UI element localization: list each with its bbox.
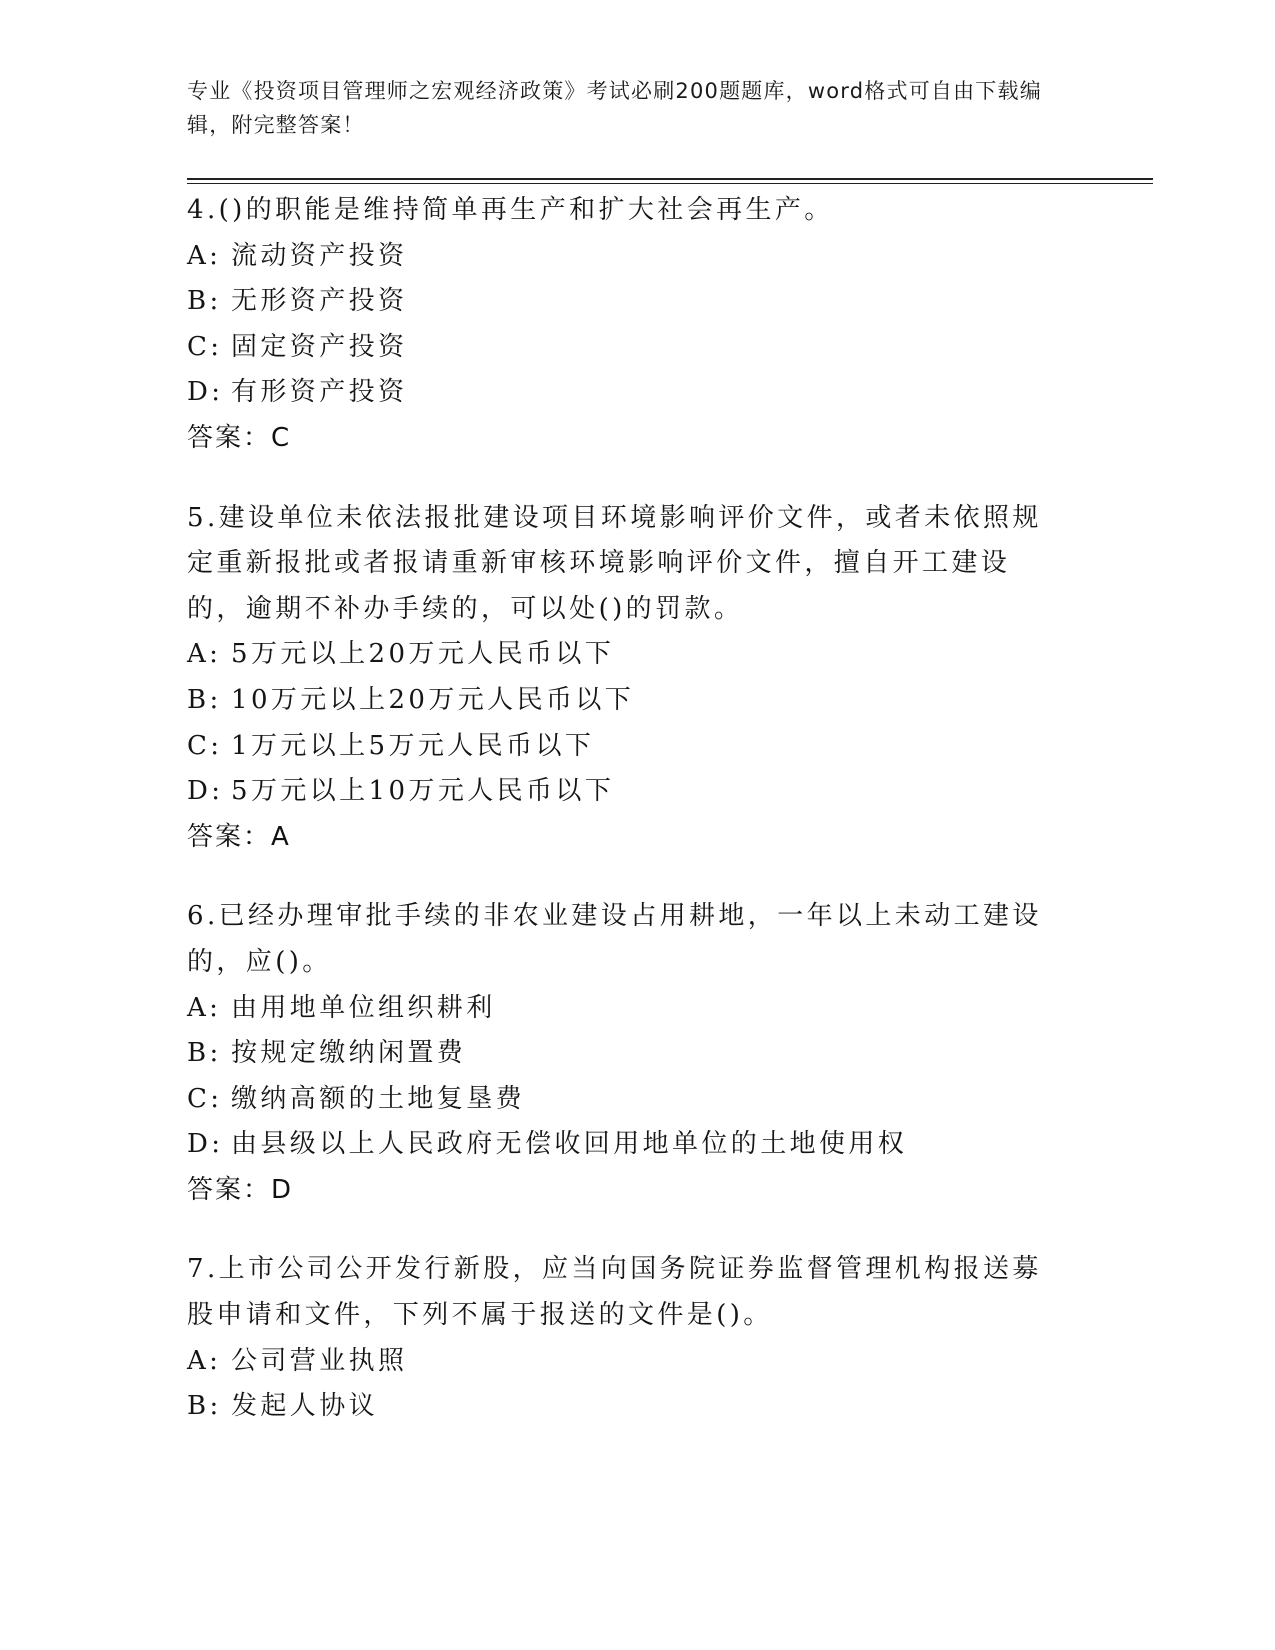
option-c: [187, 325, 1067, 371]
option-b: [187, 1031, 1067, 1077]
option-text: 发起人协议: [231, 1391, 379, 1422]
option-a: [187, 1339, 1067, 1385]
option-text: 由县级以上人民政府无偿收回用地单位的土地使用权: [231, 1129, 908, 1160]
question-text: 5.建设单位未依法报批建设项目环境影响评价文件，或者未依照规定重新报批或者报请重新审核环境影响评价文件，擅自开工建设的，逾期不补办手续的，可以处()的罚款。: [187, 502, 1042, 624]
option-key: C:: [187, 1083, 223, 1114]
option-b: [187, 1384, 1067, 1430]
answer-line: 答案：C: [187, 422, 292, 453]
question-4: [187, 188, 1067, 462]
answer-line: 答案：D: [187, 1174, 294, 1205]
option-d: [187, 1122, 1067, 1168]
option-text: 由用地单位组织耕利: [231, 992, 496, 1023]
option-key: A:: [187, 1345, 222, 1376]
option-key: C:: [187, 730, 223, 761]
option-text: 无形资产投资: [231, 286, 408, 317]
question-text: 6.已经办理审批手续的非农业建设占用耕地，一年以上未动工建设的，应()。: [187, 901, 1042, 977]
option-key: D:: [187, 776, 224, 807]
option-text: 10万元以上20万元人民币以下: [231, 684, 635, 715]
option-c: [187, 1077, 1067, 1123]
option-key: A:: [187, 240, 222, 271]
option-key: A:: [187, 639, 222, 670]
option-key: A:: [187, 992, 222, 1023]
option-text: 流动资产投资: [231, 240, 408, 271]
option-text: 5万元以上10万元人民币以下: [231, 776, 615, 807]
option-text: 5万元以上20万元人民币以下: [231, 639, 615, 670]
option-text: 1万元以上5万元人民币以下: [231, 730, 595, 761]
option-key: B:: [187, 286, 222, 317]
option-a: [187, 632, 1067, 678]
header-divider-thin: [187, 183, 1153, 184]
header-divider-thick: [187, 178, 1153, 180]
option-d: [187, 370, 1067, 416]
option-a: [187, 234, 1067, 280]
question-text: 4.()的职能是维持简单再生产和扩大社会再生产。: [187, 195, 834, 225]
option-c: [187, 724, 1067, 770]
answer-line: 答案：A: [187, 821, 291, 852]
option-key: D:: [187, 377, 224, 408]
question-6: [187, 894, 1067, 1213]
option-text: 公司营业执照: [231, 1345, 408, 1376]
option-text: 固定资产投资: [231, 331, 408, 362]
question-list: [187, 188, 1067, 1464]
question-text: 7.上市公司公开发行新股，应当向国务院证券监督管理机构报送募股申请和文件，下列不属于报送的文件是()。: [187, 1254, 1042, 1331]
option-text: 缴纳高额的土地复垦费: [231, 1083, 526, 1114]
option-key: C:: [187, 331, 223, 362]
question-7: [187, 1247, 1067, 1429]
question-5: [187, 496, 1067, 861]
option-d: [187, 769, 1067, 815]
option-b: [187, 279, 1067, 325]
option-a: [187, 986, 1067, 1032]
option-key: B:: [187, 1038, 222, 1069]
option-key: B:: [187, 684, 222, 715]
option-text: 有形资产投资: [231, 377, 408, 408]
option-text: 按规定缴纳闲置费: [231, 1038, 467, 1069]
option-b: [187, 678, 1067, 724]
document-header: 专业《投资项目管理师之宏观经济政策》考试必刷200题题库，word格式可自由下载编辑，附完整答案！: [187, 79, 1042, 137]
option-key: D:: [187, 1129, 224, 1160]
option-key: B:: [187, 1391, 222, 1422]
